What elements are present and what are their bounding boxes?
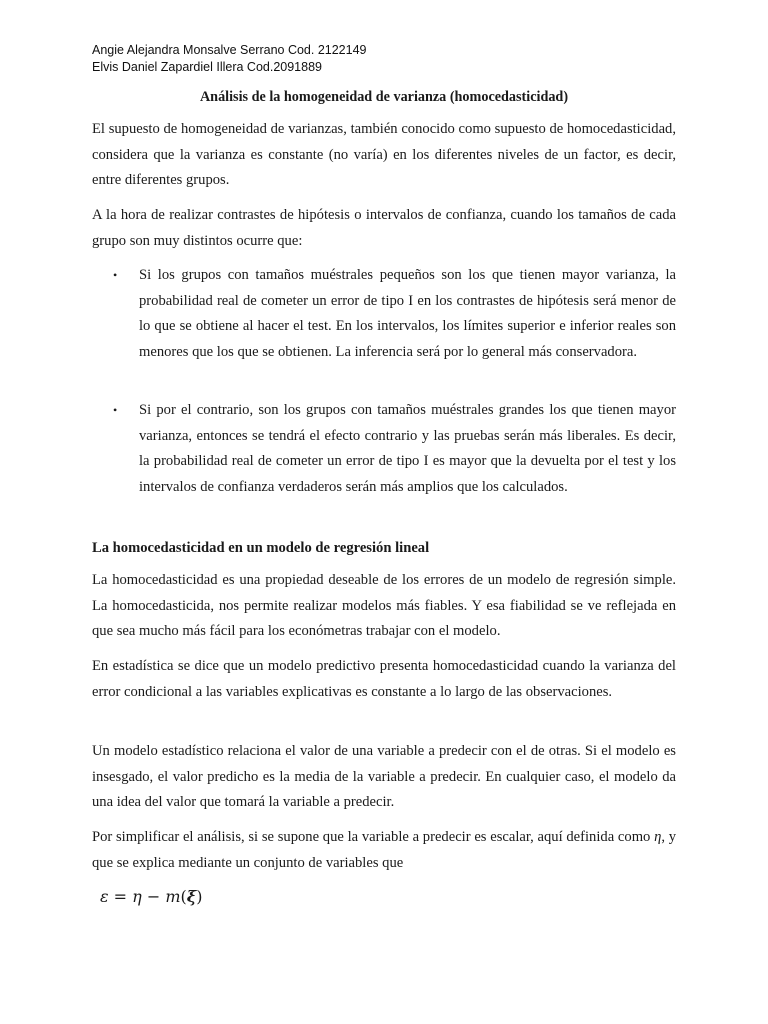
paragraph-intro-list: A la hora de realizar contrastes de hipótesis o intervalos de confianza, cuando los tamaños de cada grupo son muy distintos ocurre que:	[92, 207, 676, 249]
document-title: Análisis de la homogeneidad de varianza (homocedasticidad)	[199, 89, 569, 105]
formula-minus: −	[141, 887, 166, 906]
formula-eta: η	[132, 887, 142, 906]
author-line-1: Angie Alejandra Monsalve Serrano Cod. 2122149	[92, 43, 367, 57]
author-block	[92, 42, 367, 76]
bullet-item-2: Si por el contrario, son los grupos con tamaños muéstrales grandes los que tienen mayor varianza, entonces se tendrá el efecto contrario y las pruebas serán más liberales. Es decir, la probabilidad real de cometer un error de tipo I es mayor que la devuelta por el test y los intervalos de confianza verdaderos serán más amplios que los calculados.	[139, 402, 676, 495]
bullet-marker-2: •	[113, 403, 118, 417]
formula-close-paren: )	[196, 887, 203, 906]
bullet-item-1: Si los grupos con tamaños muéstrales pequeños son los que tienen mayor varianza, la probabilidad real de cometer un error de tipo I en los contrastes de hipótesis será menor de lo que se obtiene al hacer el test. En los intervalos, los límites superior e inferior reales son menores que los que se obtienen. La inferencia será por lo general más conservadora.	[139, 267, 676, 360]
paragraph-homocedasticidad: La homocedasticidad es una propiedad deseable de los errores de un modelo de regresión simple. La homocedasticida, nos permite realizar modelos más fiables. Y esa fiabilidad se ve reflejada en que sea mucho más fácil para los económetras trabajar con el modelo.	[92, 572, 676, 639]
section-heading: La homocedasticidad en un modelo de regresión lineal	[92, 540, 430, 556]
error-formula	[100, 886, 203, 908]
paragraph-simplificar-text-2: , y que se explica mediante un conjunto de variables que	[92, 829, 677, 871]
eta-symbol: η	[654, 829, 662, 845]
paragraph-estadistica: En estadística se dice que un modelo predictivo presenta homocedasticidad cuando la varianza del error condicional a las variables explicativas es constante a lo largo de las observaciones.	[92, 658, 676, 700]
formula-xi: ξ	[186, 887, 197, 906]
bullet-marker-1: •	[113, 268, 118, 282]
formula-equals: =	[108, 887, 133, 906]
formula-m: m	[165, 887, 181, 906]
author-line-2: Elvis Daniel Zapardiel Illera Cod.2091889	[92, 60, 322, 74]
paragraph-simplificar	[92, 825, 676, 876]
formula-open-paren: (	[180, 887, 187, 906]
paragraph-simplificar-text-1: Por simplificar el análisis, si se supone que la variable a predecir es escalar, aquí definida como	[92, 829, 655, 845]
formula-epsilon: ε	[100, 887, 109, 906]
paragraph-definition: El supuesto de homogeneidad de varianzas, también conocido como supuesto de homocedasticidad, considera que la varianza es constante (no varía) en los diferentes niveles de un factor, es decir, entre diferentes grupos.	[92, 121, 676, 188]
paragraph-modelo: Un modelo estadístico relaciona el valor de una variable a predecir con el de otras. Si el modelo es insesgado, el valor predicho es la media de la variable a predecir. En cualquier caso, el modelo da una idea del valor que tomará la variable a predecir.	[92, 743, 676, 810]
